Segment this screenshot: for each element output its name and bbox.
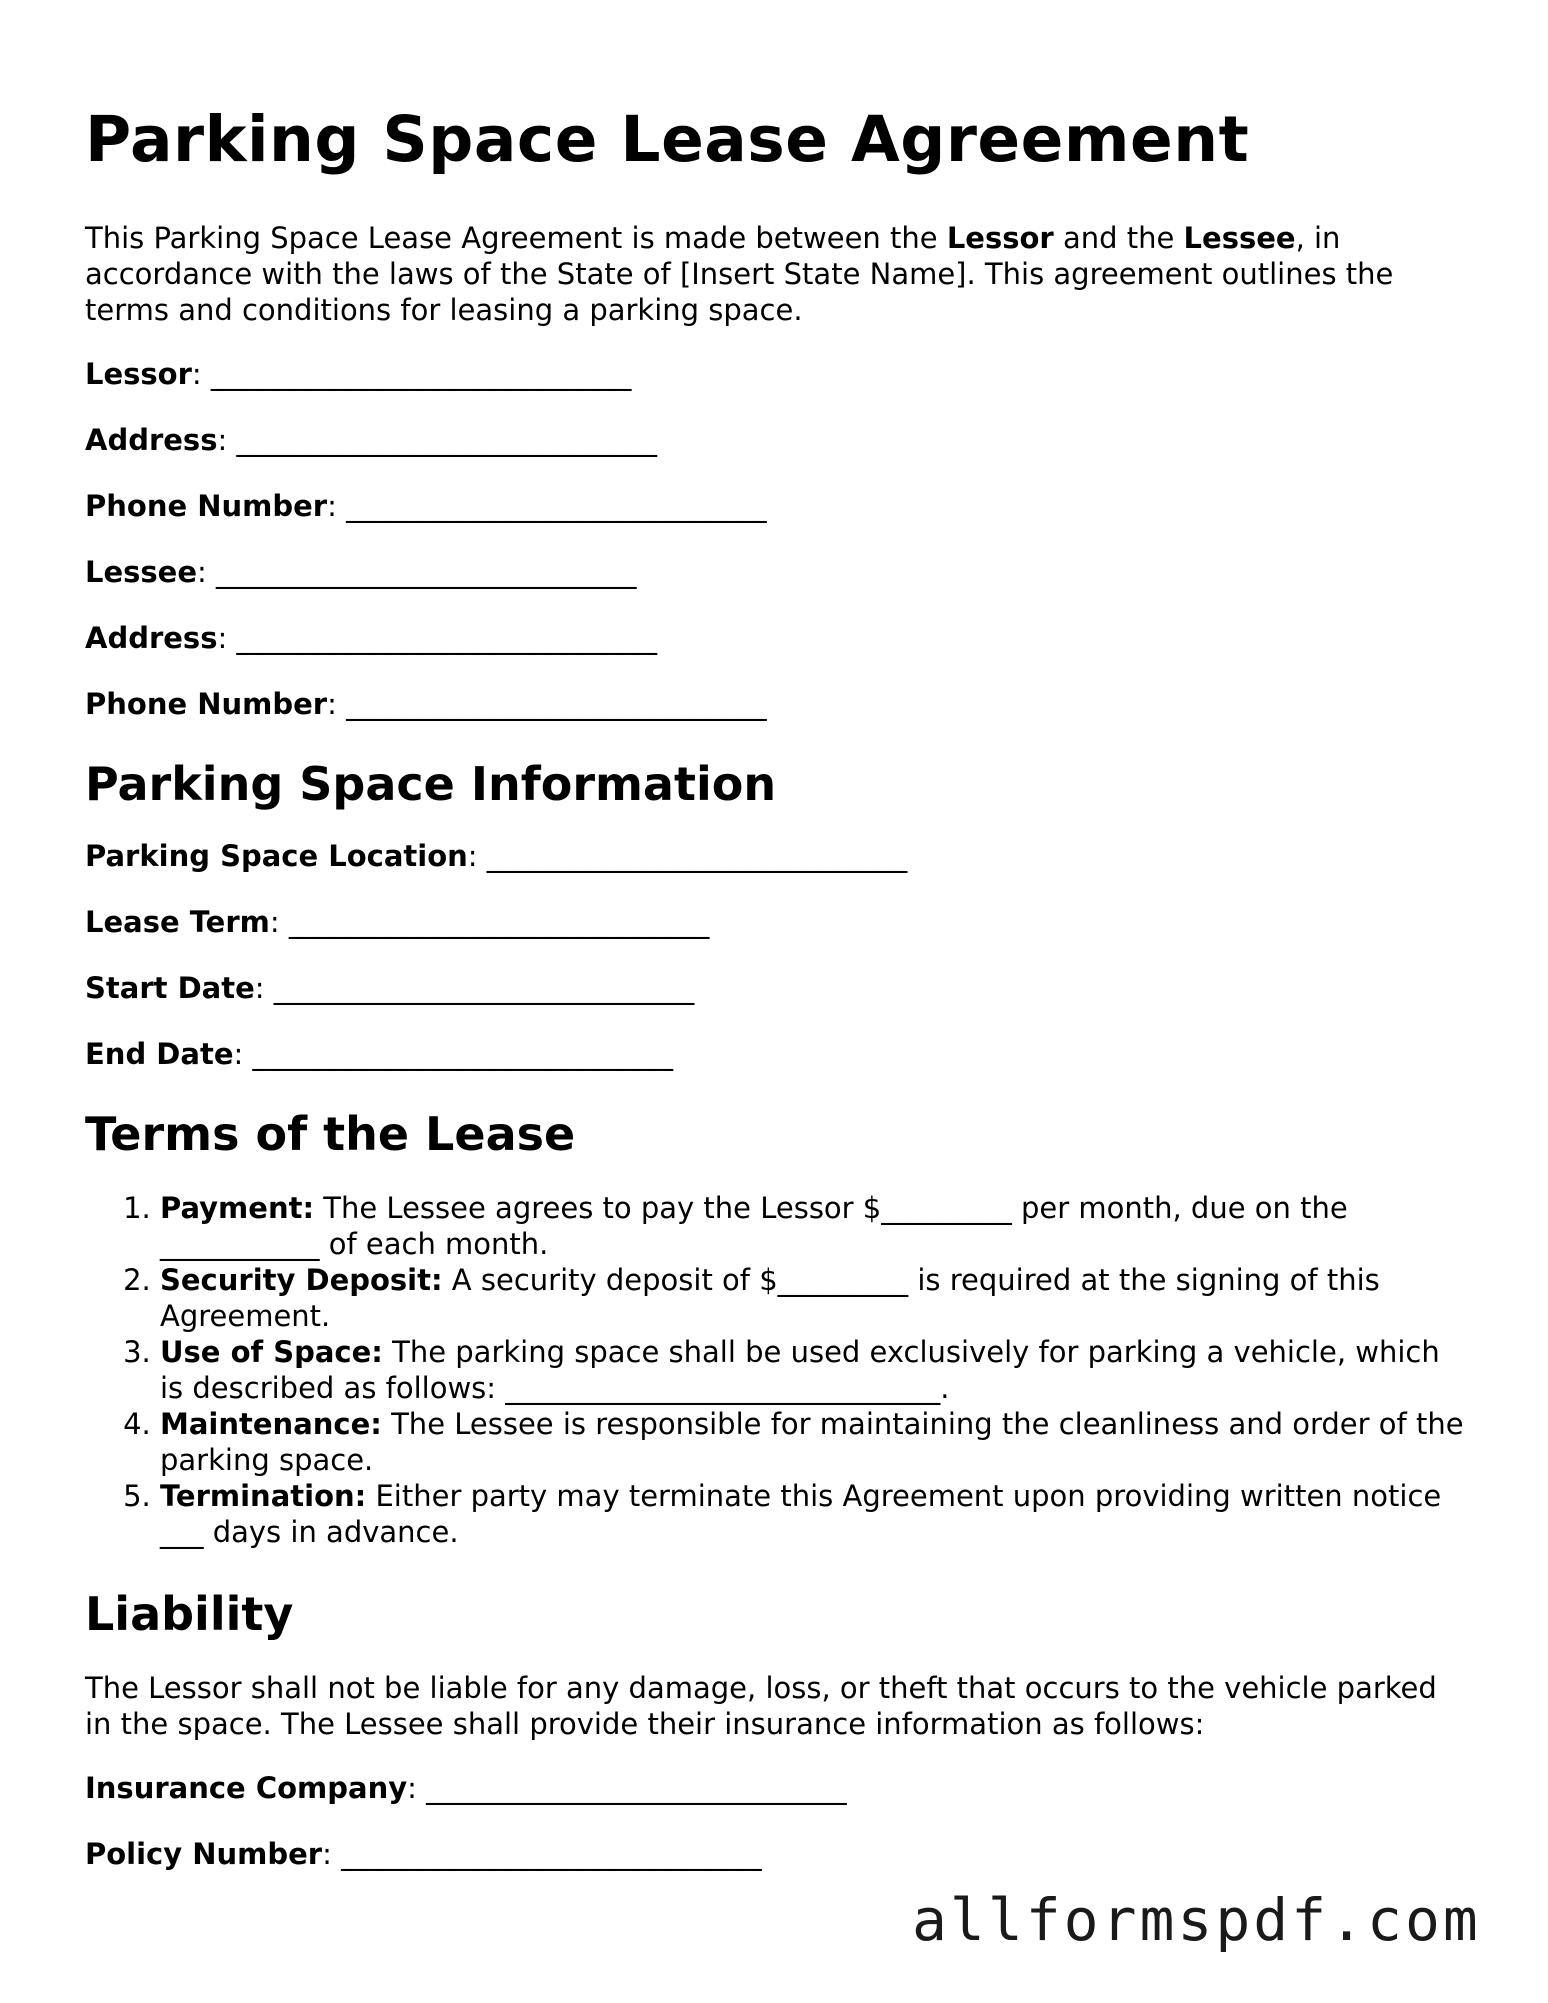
term-termination	[160, 1478, 1465, 1550]
liability-heading: Liability	[85, 1587, 294, 1641]
term-security-deposit	[160, 1262, 1465, 1334]
intro-lessee-term: Lessee	[1183, 221, 1296, 255]
field-label: Phone Number	[85, 687, 328, 721]
lessor-field[interactable]	[85, 356, 1465, 392]
insurance-fields	[85, 1770, 1465, 1872]
insurance-company-field[interactable]	[85, 1770, 1465, 1806]
field-label: Address	[85, 621, 218, 655]
lease-term-field[interactable]	[85, 904, 1465, 940]
terms-list	[85, 1190, 1465, 1550]
parking-info-heading: Parking Space Information	[85, 757, 777, 811]
start-date-field[interactable]	[85, 970, 1465, 1006]
lessor-phone-field[interactable]	[85, 488, 1465, 524]
intro-lessor-term: Lessor	[946, 221, 1054, 255]
term-text: The Lessee is responsible for maintaining the cleanliness and order of the parking space.	[160, 1407, 1464, 1477]
field-label: End Date	[85, 1037, 234, 1071]
watermark: allformspdf.com	[912, 1886, 1481, 1954]
field-label: Start Date	[85, 971, 255, 1005]
term-label: Use of Space:	[160, 1335, 383, 1369]
liability-paragraph: The Lessor shall not be liable for any damage, loss, or theft that occurs to the vehicle parked in the space. The Lessee shall provide their insurance information as follows:	[85, 1671, 1437, 1741]
terms-heading: Terms of the Lease	[85, 1107, 576, 1161]
field-label: Lease Term	[85, 905, 270, 939]
field-blank[interactable]: : _____________________________	[233, 1037, 673, 1071]
document-page	[85, 100, 1465, 1902]
field-label: Address	[85, 423, 218, 457]
field-blank[interactable]: : _____________________________	[217, 423, 657, 457]
field-label: Insurance Company	[85, 1771, 408, 1805]
intro-text-3: , in accordance with the laws of the State of [Insert State Name]. This agreement outlines the terms and conditions for leasing a parking space.	[85, 221, 1394, 327]
intro-paragraph	[85, 220, 1465, 328]
end-date-field[interactable]	[85, 1036, 1465, 1072]
field-blank[interactable]: : _____________________________	[327, 687, 767, 721]
field-blank[interactable]: : _____________________________	[322, 1837, 762, 1871]
policy-number-field[interactable]	[85, 1836, 1465, 1872]
field-blank[interactable]: : _____________________________	[191, 357, 632, 391]
field-label: Lessor	[85, 357, 192, 391]
field-blank[interactable]: : _____________________________	[254, 971, 695, 1005]
parking-fields	[85, 838, 1465, 1072]
document-title: Parking Space Lease Agreement	[85, 103, 1250, 176]
intro-text-1: This Parking Space Lease Agreement is made between the	[85, 221, 947, 255]
term-label: Maintenance:	[160, 1407, 382, 1441]
lessor-address-field[interactable]	[85, 422, 1465, 458]
field-blank[interactable]: : _____________________________	[197, 555, 637, 589]
term-label: Payment:	[160, 1191, 315, 1225]
field-label: Lessee	[85, 555, 198, 589]
party-fields	[85, 356, 1465, 722]
term-use-of-space	[160, 1334, 1465, 1406]
field-blank[interactable]: : _____________________________	[327, 489, 767, 523]
term-label: Termination:	[160, 1479, 367, 1513]
lessee-field[interactable]	[85, 554, 1465, 590]
intro-text-2: and the	[1053, 221, 1184, 255]
term-maintenance	[160, 1406, 1465, 1478]
term-text: Either party may terminate this Agreement upon providing written notice ___ days in advance.	[160, 1479, 1442, 1549]
field-blank[interactable]: : _____________________________	[269, 905, 710, 939]
term-text: A security deposit of $_________ is required at the signing of this Agreement.	[160, 1263, 1380, 1333]
parking-location-field[interactable]	[85, 838, 1465, 874]
field-label: Parking Space Location	[85, 839, 468, 873]
field-blank[interactable]: : _____________________________	[467, 839, 908, 873]
term-payment	[160, 1190, 1465, 1262]
term-text: The parking space shall be used exclusively for parking a vehicle, which is described as follows: ______________________________.	[160, 1335, 1440, 1405]
term-label: Security Deposit:	[160, 1263, 443, 1297]
lessee-address-field[interactable]	[85, 620, 1465, 656]
field-blank[interactable]: : _____________________________	[407, 1771, 847, 1805]
field-label: Policy Number	[85, 1837, 323, 1871]
field-blank[interactable]: : _____________________________	[217, 621, 657, 655]
term-text: The Lessee agrees to pay the Lessor $_________ per month, due on the ___________ of each month.	[160, 1191, 1348, 1261]
lessee-phone-field[interactable]	[85, 686, 1465, 722]
field-label: Phone Number	[85, 489, 328, 523]
